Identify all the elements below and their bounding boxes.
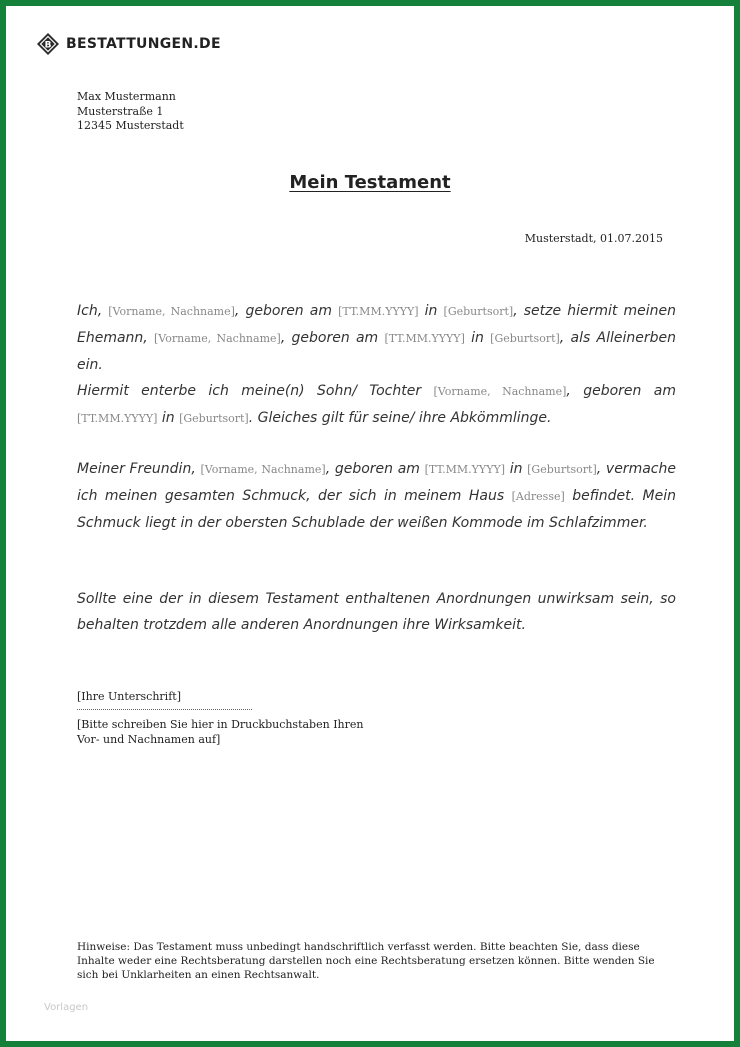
watermark: Vorlagen bbox=[44, 1002, 89, 1013]
text-run: , vermache ich meinen gesamten Schmuck, der sich in meinem Haus bbox=[77, 461, 676, 504]
text-run: Meiner Freundin, bbox=[77, 461, 201, 477]
sender-street: Musterstraße 1 bbox=[77, 104, 164, 118]
brand-name: BESTATTUNGEN.DE bbox=[66, 36, 221, 52]
text-run: , geboren am bbox=[280, 330, 385, 346]
placeholder-date: [TT.MM.YYYY] bbox=[424, 463, 506, 476]
sender-address bbox=[77, 90, 184, 134]
placeholder-name: [Vorname, Nachname] bbox=[108, 305, 235, 318]
text-run: , geboren am bbox=[234, 303, 339, 319]
signature-line bbox=[77, 709, 252, 710]
text-run: in bbox=[418, 303, 444, 319]
text-run: Hiermit enterbe ich meine(n) Sohn/ Tochter bbox=[77, 383, 434, 399]
document-title-wrap bbox=[6, 172, 734, 193]
text-run: , geboren am bbox=[325, 461, 425, 477]
text-run: , als Alleinerben ein. bbox=[77, 330, 676, 373]
paragraph-severability: Sollte eine der in diesem Testament enthaltenen Anordnungen unwirksam sein, so behalten trotzdem alle anderen Anordnungen ihre Wirksamkeit. bbox=[77, 591, 676, 633]
text-run: , setze hiermit meinen Ehemann, bbox=[77, 303, 676, 346]
place-date: Musterstadt, 01.07.2015 bbox=[524, 232, 663, 245]
placeholder-date: [TT.MM.YYYY] bbox=[384, 332, 465, 345]
paragraph-jewelry bbox=[77, 456, 676, 536]
placeholder-date: [TT.MM.YYYY] bbox=[338, 305, 419, 318]
text-run: , geboren am bbox=[566, 383, 676, 399]
sender-name: Max Mustermann bbox=[77, 90, 176, 103]
placeholder-birthplace: [Geburtsort] bbox=[490, 332, 560, 345]
signature-note: [Bitte schreiben Sie hier in Druckbuchstaben Ihren Vor- und Nachnamen auf] bbox=[77, 718, 364, 746]
legal-notice: Hinweise: Das Testament muss unbedingt handschriftlich verfasst werden. Bitte beachten Sie, dass diese Inhalte weder eine Rechtsberatung darstellen noch eine Rechtsberatung ersetzen können. Bitte wenden Sie sich bei Unklarheiten an einen Rechtsanwalt. bbox=[77, 941, 655, 981]
svg-text:B: B bbox=[44, 40, 52, 51]
placeholder-name: [Vorname, Nachname] bbox=[200, 463, 326, 476]
brand-logo[interactable] bbox=[36, 32, 221, 56]
placeholder-birthplace: [Geburtsort] bbox=[179, 412, 249, 425]
placeholder-birthplace: [Geburtsort] bbox=[443, 305, 514, 318]
placeholder-name: [Vorname, Nachname] bbox=[433, 385, 567, 398]
paragraph-heirs bbox=[77, 298, 676, 432]
text-run: in bbox=[505, 461, 528, 477]
bestattungen-logo-icon bbox=[36, 32, 60, 56]
placeholder-date: [TT.MM.YYYY] bbox=[77, 412, 158, 425]
text-run: befindet. Mein Schmuck liegt in der obersten Schublade der weißen Kommode im Schlafzimmer. bbox=[77, 488, 676, 531]
placeholder-birthplace: [Geburtsort] bbox=[527, 463, 597, 476]
text-run: in bbox=[157, 410, 180, 426]
placeholder-address: [Adresse] bbox=[511, 490, 565, 503]
text-run: Ich, bbox=[77, 303, 109, 319]
placeholder-name: [Vorname, Nachname] bbox=[154, 332, 281, 345]
document-title: Mein Testament bbox=[289, 172, 451, 193]
text-run: . Gleiches gilt für seine/ ihre Abkömmlinge. bbox=[248, 410, 552, 426]
sender-city: 12345 Musterstadt bbox=[77, 119, 184, 132]
text-run: in bbox=[464, 330, 491, 346]
signature-label: [Ihre Unterschrift] bbox=[77, 690, 181, 703]
